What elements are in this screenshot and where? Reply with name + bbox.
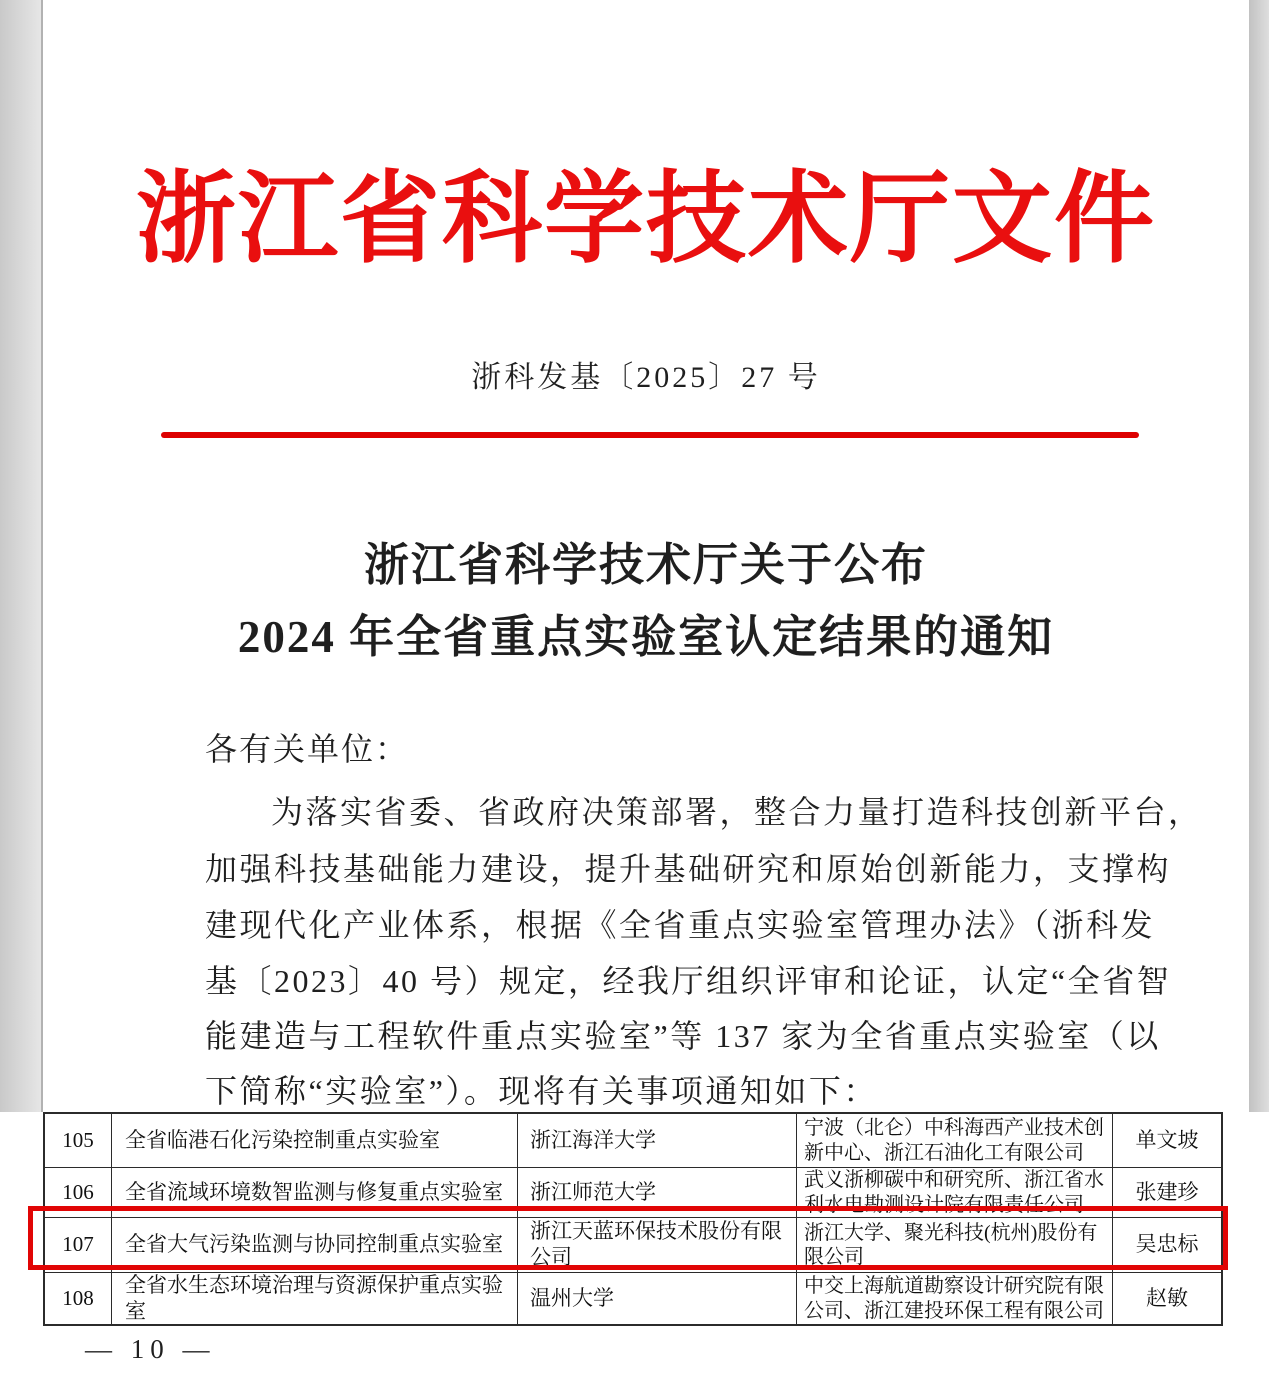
cell-host-unit: 浙江天蓝环保技术股份有限公司 [517, 1218, 796, 1272]
cell-lab-name: 全省水生态环境治理与资源保护重点实验室 [111, 1273, 517, 1324]
body-line-5: 能建造与工程软件重点实验室”等 137 家为全省重点实验室（以 [205, 1018, 1161, 1054]
cell-director: 张建珍 [1112, 1168, 1221, 1217]
cell-director: 吴忠标 [1112, 1218, 1221, 1272]
cell-partner-units: 武义浙柳碳中和研究所、浙江省水利水电勘测设计院有限责任公司 [796, 1168, 1112, 1217]
cell-director: 赵敏 [1112, 1273, 1221, 1324]
table-row-106 [45, 1167, 1221, 1217]
table-row-105 [45, 1114, 1221, 1167]
cell-partner-units: 宁波（北仑）中科海西产业技术创新中心、浙江石油化工有限公司 [796, 1114, 1112, 1167]
body-line-2: 加强科技基础能力建设，提升基础研究和原始创新能力，支撑构 [205, 851, 1172, 887]
cell-number: 106 [62, 1179, 94, 1204]
notice-title-line1: 浙江省科学技术厅关于公布 [363, 540, 928, 590]
cell-number: 107 [62, 1232, 94, 1257]
table-row-107-highlighted [45, 1217, 1221, 1272]
document-number: 浙科发基〔2025〕27 号 [471, 361, 821, 394]
salutation: 各有关单位： [205, 731, 410, 767]
table-row-108 [45, 1272, 1221, 1324]
cell-number: 108 [62, 1285, 94, 1310]
page-content [43, 0, 1249, 1112]
notice-title-line2: 2024 年全省重点实验室认定结果的通知 [237, 612, 1055, 662]
cell-director: 单文坡 [1112, 1114, 1221, 1167]
red-separator-rule [161, 432, 1139, 438]
cell-host-unit: 浙江海洋大学 [517, 1114, 796, 1167]
body-line-6: 下简称“实验室”）。现将有关事项通知如下： [205, 1073, 878, 1109]
body-line-4: 基〔2023〕40 号）规定，经我厅组织评审和论证，认定“全省智 [205, 963, 1172, 999]
body-line-3: 建现代化产业体系，根据《全省重点实验室管理办法》（浙科发 [205, 907, 1156, 943]
cell-number: 105 [62, 1127, 94, 1152]
cell-partner-units: 浙江大学、聚光科技(杭州)股份有限公司 [796, 1218, 1112, 1272]
cell-host-unit: 温州大学 [517, 1273, 796, 1324]
agency-header-title: 浙江省科学技术厅文件 [136, 164, 1156, 275]
cell-host-unit: 浙江师范大学 [517, 1168, 796, 1217]
page-left-margin [0, 0, 43, 1112]
lab-results-table [43, 1112, 1223, 1326]
cell-lab-name: 全省临港石化污染控制重点实验室 [111, 1114, 517, 1167]
page-number: — 10 — [85, 1334, 216, 1364]
results-table-section [0, 1112, 1269, 1386]
cell-lab-name: 全省大气污染监测与协同控制重点实验室 [111, 1218, 517, 1272]
cell-partner-units: 中交上海航道勘察设计研究院有限公司、浙江建投环保工程有限公司 [796, 1273, 1112, 1324]
body-line-1: 为落实省委、省政府决策部署，整合力量打造科技创新平台， [271, 794, 1203, 830]
cell-lab-name: 全省流域环境数智监测与修复重点实验室 [111, 1168, 517, 1217]
page-right-margin [1249, 0, 1269, 1112]
